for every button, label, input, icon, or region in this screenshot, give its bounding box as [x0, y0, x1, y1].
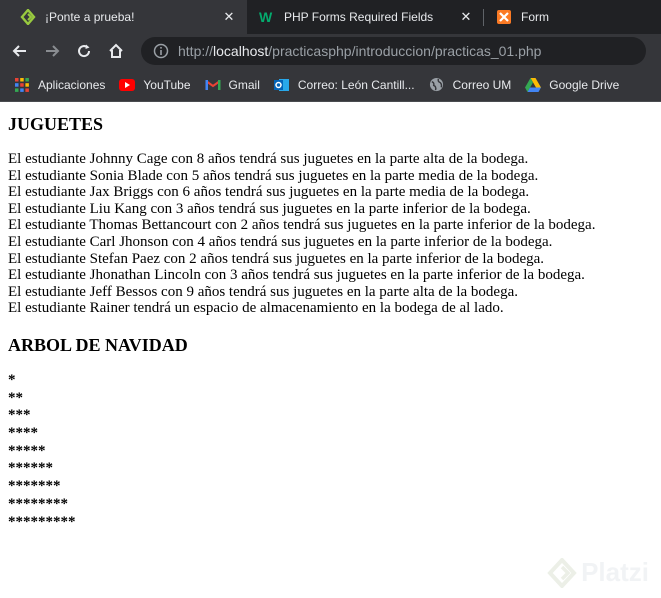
url-path: /practicasphp/introduccion/practicas_01.php	[268, 43, 542, 59]
bookmark-label: Gmail	[228, 77, 260, 92]
bookmark-youtube[interactable]	[119, 77, 190, 93]
info-icon[interactable]	[153, 43, 169, 59]
student-line: El estudiante Liu Kang con 3 años tendrá sus juguetes en la parte inferior de la bodega.	[8, 200, 531, 217]
tree-row: ****	[8, 425, 38, 442]
tab-form[interactable]	[484, 0, 661, 34]
back-button[interactable]	[5, 36, 35, 66]
student-line: El estudiante Thomas Bettancourt con 2 años tendrá sus juguetes en la parte inferior de la bodega.	[8, 217, 596, 234]
home-icon	[108, 43, 124, 59]
outlook-icon	[274, 77, 290, 93]
tree-row: *******	[8, 478, 61, 495]
tree-row: ***	[8, 407, 31, 424]
home-button[interactable]	[101, 36, 131, 66]
arbol-heading: ARBOL DE NAVIDAD	[8, 334, 188, 355]
google-drive-icon	[525, 77, 541, 93]
tab-ponte-a-prueba[interactable]	[0, 0, 247, 34]
watermark-text: Platzi	[581, 557, 649, 587]
bookmark-label: Aplicaciones	[38, 77, 106, 92]
bookmarks-bar	[0, 68, 661, 102]
christmas-tree	[8, 372, 653, 531]
student-line: El estudiante Stefan Paez con 2 años tendrá sus juguetes en la parte inferior de la bodega.	[8, 250, 545, 267]
juguetes-heading: JUGUETES	[8, 114, 104, 134]
bookmark-gmail[interactable]	[205, 77, 260, 93]
student-line: El estudiante Sonia Blade con 5 años tendrá sus juguetes en la parte media de la bodega.	[8, 167, 539, 184]
student-line: El estudiante Carl Jhonson con 4 años tendrá sus juguetes en la parte inferior de la bodega.	[8, 233, 553, 250]
reload-icon	[76, 43, 92, 59]
tree-row: ********	[8, 495, 68, 512]
apps-grid-icon	[14, 77, 30, 93]
tree-row: *	[8, 371, 16, 388]
student-line: El estudiante Jhonathan Lincoln con 3 años tendrá sus juguetes en la parte inferior de la bodega.	[8, 267, 585, 284]
platzi-watermark	[547, 557, 649, 588]
xampp-icon	[496, 9, 512, 25]
platzi-icon	[20, 9, 36, 25]
reload-button[interactable]	[69, 36, 99, 66]
tree-row: *********	[8, 513, 76, 530]
platzi-logo-icon	[547, 558, 577, 588]
students-list	[8, 151, 653, 317]
bookmark-label: Correo UM	[452, 77, 512, 92]
youtube-icon	[119, 77, 135, 93]
url-prefix: http://	[178, 43, 214, 59]
student-line: El estudiante Jeff Bessos con 9 años tendrá sus juguetes en la parte alta de la bodega.	[8, 283, 518, 300]
tab-title: ¡Ponte a prueba!	[45, 10, 135, 24]
close-icon[interactable]: ✕	[460, 9, 472, 24]
bookmark-aplicaciones[interactable]	[14, 77, 105, 93]
bookmark-label: Correo: León Cantill...	[297, 77, 415, 92]
tab-strip	[0, 0, 661, 34]
tab-title: PHP Forms Required Fields	[284, 10, 434, 24]
bookmark-label: YouTube	[143, 77, 191, 92]
bookmark-correo-um[interactable]	[429, 77, 512, 93]
page-content	[0, 113, 661, 531]
gmail-icon	[205, 77, 221, 93]
globe-icon	[429, 77, 445, 93]
tab-php-forms[interactable]	[247, 0, 484, 34]
back-arrow-icon	[12, 43, 28, 59]
browser-chrome	[0, 0, 661, 102]
tree-row: **	[8, 389, 23, 406]
svg-text:W: W	[259, 9, 273, 25]
student-line: El estudiante Jax Briggs con 6 años tendrá sus juguetes en la parte media de la bodega.	[8, 184, 530, 201]
close-icon[interactable]: ✕	[223, 9, 235, 24]
url-host: localhost	[213, 43, 269, 59]
tab-title: Form	[521, 10, 549, 24]
address-bar[interactable]	[141, 37, 646, 65]
student-line: El estudiante Rainer tendrá un espacio de almacenamiento en la bodega de al lado.	[8, 300, 504, 317]
student-line: El estudiante Johnny Cage con 8 años tendrá sus juguetes en la parte alta de la bodega.	[8, 151, 529, 167]
bookmark-label: Google Drive	[549, 77, 620, 92]
navigation-toolbar	[0, 34, 661, 68]
bookmark-google-drive[interactable]	[525, 77, 619, 93]
forward-arrow-icon	[44, 43, 60, 59]
w3schools-icon	[259, 9, 275, 25]
forward-button[interactable]	[37, 36, 67, 66]
tree-row: *****	[8, 442, 46, 459]
tree-row: ******	[8, 460, 53, 477]
bookmark-correo-leon[interactable]	[274, 77, 415, 93]
